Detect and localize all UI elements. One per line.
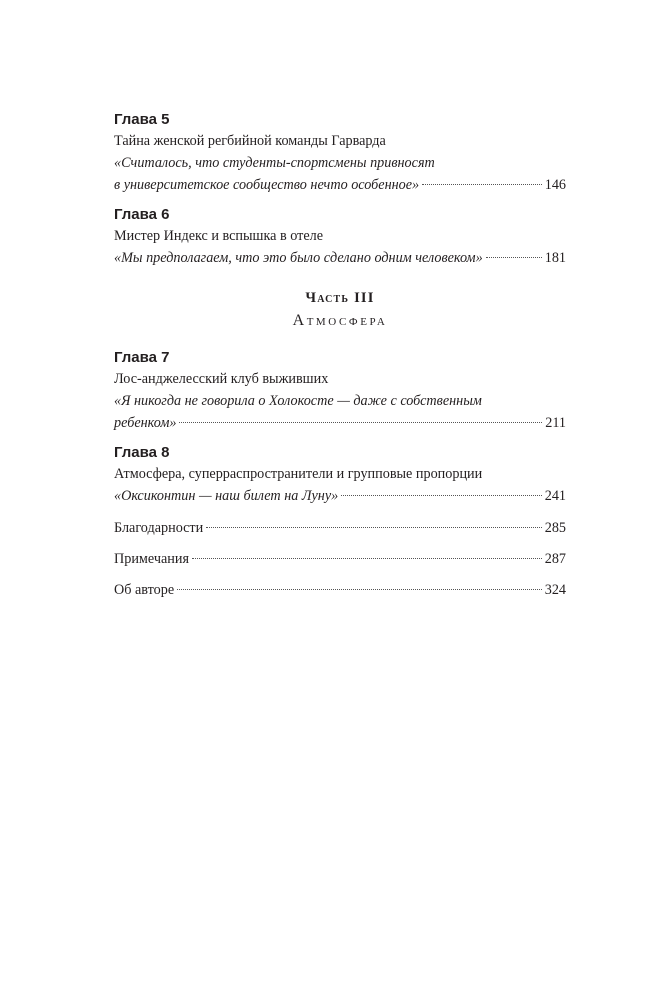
entry-label: Благодарности xyxy=(114,520,204,536)
back-matter-entry xyxy=(114,517,566,539)
chapter-title: Атмосфера, суперраспространители и групповые пропорции xyxy=(114,466,483,482)
chapter-title: Лос-анджелесский клуб выживших xyxy=(114,371,329,387)
chapter-label: Глава 7 xyxy=(114,349,170,366)
toc-chapter-7 xyxy=(114,348,566,434)
page-number: 211 xyxy=(545,415,566,431)
dot-leader xyxy=(341,495,542,496)
part-title: Атмосфера xyxy=(292,312,388,329)
page-number: 146 xyxy=(544,177,566,193)
chapter-quote: «Я никогда не говорила о Холокосте — даже с собственным xyxy=(114,393,482,409)
chapter-quote: в университетское сообщество нечто особенное» xyxy=(114,177,420,193)
chapter-label: Глава 5 xyxy=(114,111,170,128)
chapter-quote-line-with-page xyxy=(114,485,566,507)
chapter-quote: «Считалось, что студенты-спортсмены привносят xyxy=(114,155,435,171)
dot-leader xyxy=(179,422,542,423)
chapter-label: Глава 8 xyxy=(114,444,170,461)
page-number: 287 xyxy=(544,551,566,567)
chapter-quote-line-with-page xyxy=(114,174,566,196)
chapter-quote-line xyxy=(114,152,566,174)
chapter-quote: «Мы предполагаем, что это было сделано одним человеком» xyxy=(114,250,483,266)
chapter-label: Глава 6 xyxy=(114,206,170,223)
dot-leader xyxy=(206,527,541,528)
back-matter-entry xyxy=(114,548,566,570)
toc-chapter-5 xyxy=(114,110,566,196)
table-of-contents xyxy=(114,110,566,610)
chapter-quote: «Оксиконтин — наш билет на Луну» xyxy=(114,488,339,504)
part-heading xyxy=(114,288,566,334)
page-number: 241 xyxy=(544,488,566,504)
page-number: 181 xyxy=(544,250,566,266)
chapter-title: Тайна женской регбийной команды Гарварда xyxy=(114,133,386,149)
back-matter-entry xyxy=(114,579,566,601)
chapter-quote-line-with-page xyxy=(114,412,566,434)
chapter-quote: ребенком» xyxy=(114,415,177,431)
dot-leader xyxy=(192,558,542,559)
page-number: 285 xyxy=(544,520,566,536)
chapter-quote-line xyxy=(114,390,566,412)
page-number: 324 xyxy=(544,582,566,598)
chapter-quote-line-with-page xyxy=(114,247,566,269)
entry-label: Примечания xyxy=(114,551,189,567)
toc-chapter-8 xyxy=(114,443,566,507)
dot-leader xyxy=(486,257,542,258)
dot-leader xyxy=(177,589,542,590)
chapter-title: Мистер Индекс и вспышка в отеле xyxy=(114,228,324,244)
back-matter xyxy=(114,517,566,601)
toc-chapter-6 xyxy=(114,205,566,269)
entry-label: Об авторе xyxy=(114,582,175,598)
part-label: Часть III xyxy=(305,290,375,306)
dot-leader xyxy=(422,184,542,185)
